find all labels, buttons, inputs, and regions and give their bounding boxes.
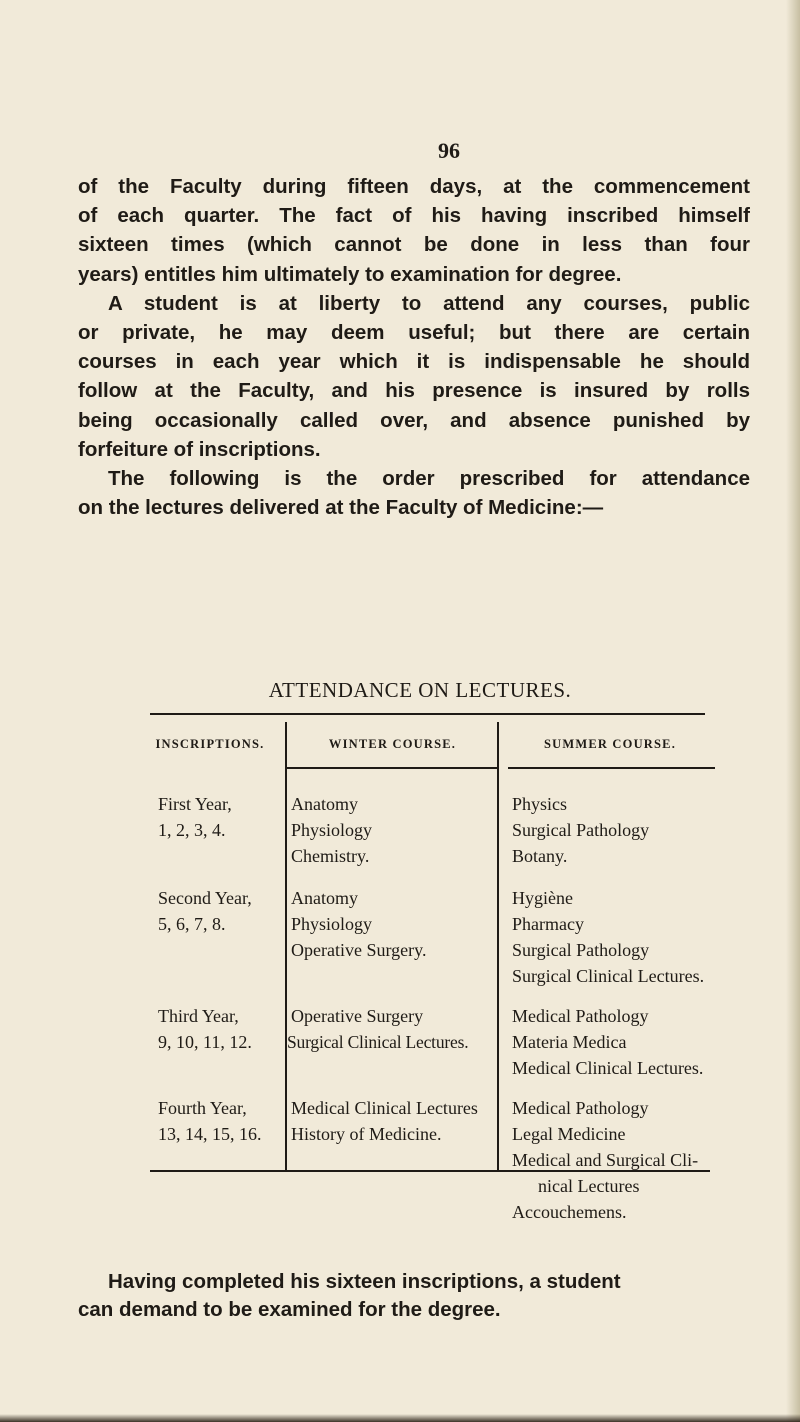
row-inscriptions: 13, 14, 15, 16. xyxy=(158,1124,262,1144)
summer-course-item: Pharmacy xyxy=(512,914,584,934)
winter-course-item: Anatomy xyxy=(291,794,358,814)
paragraph-line: forfeiture of inscriptions. xyxy=(78,437,321,461)
paragraph-line: or private, he may deem useful; but there are certain xyxy=(78,321,750,345)
winter-course-item: Operative Surgery. xyxy=(291,940,427,960)
header-rule-winter xyxy=(287,767,497,769)
row-year: Second Year, xyxy=(158,888,252,908)
paragraph-line: follow at the Faculty, and his presence is insured by rolls xyxy=(78,379,750,403)
row-inscriptions: 9, 10, 11, 12. xyxy=(158,1032,252,1052)
paragraph-line: of the Faculty during fifteen days, at the commencement xyxy=(78,175,750,198)
page-bottom-edge xyxy=(0,1414,800,1422)
row-year: Fourth Year, xyxy=(158,1098,247,1118)
winter-course-item: Chemistry. xyxy=(291,846,370,866)
header-winter-course: WINTER COURSE. xyxy=(328,737,457,751)
summer-course-item: Legal Medicine xyxy=(512,1124,626,1144)
paragraph-line: sixteen times (which cannot be done in less than four xyxy=(78,233,750,257)
summer-course-item: Medical and Surgical Cli- xyxy=(512,1150,699,1170)
summer-course-item: Botany. xyxy=(512,846,568,866)
summer-course-item: Surgical Pathology xyxy=(512,940,650,960)
paragraph-line: A student is at liberty to attend any courses, public xyxy=(108,291,750,315)
header-inscriptions: INSCRIPTIONS. xyxy=(155,737,265,751)
table-top-rule xyxy=(150,713,705,715)
winter-course-item: History of Medicine. xyxy=(291,1124,442,1144)
paragraph-line: The following is the order prescribed for attendance xyxy=(108,467,750,491)
winter-course-item: Physiology xyxy=(291,914,373,934)
paragraph-line: courses in each year which it is indispensable he should xyxy=(78,350,750,374)
summer-course-item: Physics xyxy=(512,794,568,814)
row-year: First Year, xyxy=(158,794,232,814)
row-inscriptions: 1, 2, 3, 4. xyxy=(158,820,226,840)
summer-course-item: Surgical Clinical Lectures. xyxy=(512,966,705,986)
paragraph-line: years) entitles him ultimately to examination for degree. xyxy=(78,262,622,286)
paragraph-line: of each quarter. The fact of his having inscribed himself xyxy=(78,204,750,228)
winter-course-item: Medical Clinical Lectures xyxy=(291,1098,478,1118)
paragraph-line: on the lectures delivered at the Faculty of Medicine:— xyxy=(78,496,604,520)
summer-course-item: Medical Clinical Lectures. xyxy=(512,1058,704,1078)
header-summer-course: SUMMER COURSE. xyxy=(543,737,677,751)
closing-line: Having completed his sixteen inscriptions, a student xyxy=(108,1270,621,1293)
row-year: Third Year, xyxy=(158,1006,239,1026)
header-rule-summer xyxy=(508,767,715,769)
summer-course-item: Medical Pathology xyxy=(512,1098,649,1118)
closing-text xyxy=(78,1268,750,1324)
summer-course-item: nical Lectures xyxy=(538,1176,640,1196)
winter-course-item: Surgical Clinical Lectures. xyxy=(287,1032,469,1052)
row-inscriptions: 5, 6, 7, 8. xyxy=(158,914,226,934)
winter-course-item: Physiology xyxy=(291,820,373,840)
summer-course-item: Surgical Pathology xyxy=(512,820,650,840)
summer-course-item: Materia Medica xyxy=(512,1032,627,1052)
table-title: ATTENDANCE ON LECTURES. xyxy=(268,678,572,702)
body-text xyxy=(78,172,750,522)
summer-course-item: Hygiène xyxy=(512,888,573,908)
winter-course-item: Operative Surgery xyxy=(291,1006,424,1026)
page-number: 96 xyxy=(438,138,460,163)
summer-course-item: Medical Pathology xyxy=(512,1006,649,1026)
summer-course-item: Accouchemens. xyxy=(512,1202,627,1222)
winter-course-item: Anatomy xyxy=(291,888,358,908)
page-edge-shadow xyxy=(786,0,800,1422)
closing-line: can demand to be examined for the degree. xyxy=(78,1298,501,1321)
column-divider xyxy=(497,722,499,1172)
column-divider xyxy=(285,722,287,1172)
paragraph-line: being occasionally called over, and absence punished by xyxy=(78,408,750,432)
